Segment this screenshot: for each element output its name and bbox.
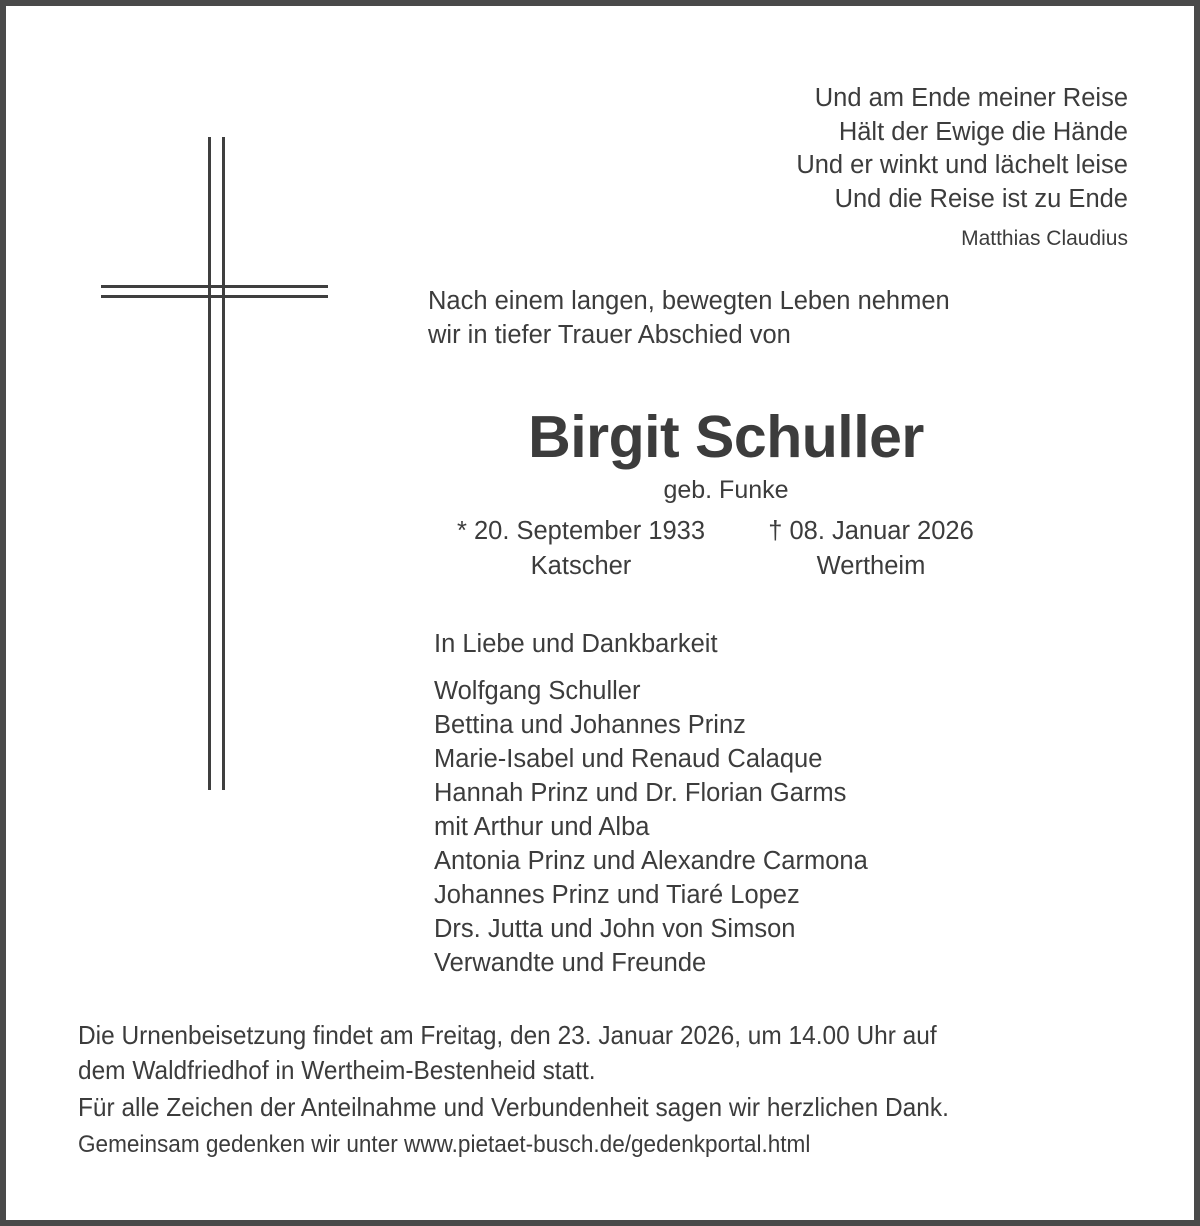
family-lead-text: In Liebe und Dankbarkeit: [434, 630, 718, 658]
poem-line-4: Und die Reise ist zu Ende: [834, 184, 1128, 213]
list-item: Drs. Jutta und John von Simson: [434, 915, 796, 943]
list-item: Antonia Prinz und Alexandre Carmona: [434, 847, 868, 875]
poem-block: [796, 82, 1128, 254]
poem-line-3: Und er winkt und lächelt leise: [796, 151, 1128, 179]
cross-horizontal-line-top: [101, 285, 328, 288]
funeral-details-line-1: Die Urnenbeisetzung findet am Freitag, den 23. Januar 2026, um 14.00 Uhr auf: [78, 1020, 937, 1050]
obituary-notice: [6, 6, 1194, 1220]
birth-column: [436, 514, 726, 584]
cross-icon: [6, 6, 426, 906]
list-item: Verwandte und Freunde: [434, 949, 707, 977]
cross-horizontal-line-bottom: [101, 295, 328, 298]
list-item: Bettina und Johannes Prinz: [434, 711, 746, 739]
funeral-details: [78, 1018, 1046, 1088]
thanks-text: Für alle Zeichen der Anteilnahme und Verbundenheit sagen wir herzlichen Dank.: [78, 1092, 949, 1122]
poem-line-1: Und am Ende meiner Reise: [814, 84, 1128, 112]
cross-vertical-line-left: [208, 137, 211, 790]
list-item: Marie-Isabel und Renaud Calaque: [434, 745, 823, 773]
deceased-maiden-name: geb. Funke: [663, 476, 789, 504]
footer-block: [78, 1018, 1046, 1162]
list-item: Johannes Prinz und Tiaré Lopez: [434, 881, 800, 909]
list-item: Hannah Prinz und Dr. Florian Garms: [434, 779, 847, 807]
intro-line-1: Nach einem langen, bewegten Leben nehmen: [428, 287, 950, 315]
deceased-name: Birgit Schuller: [528, 404, 924, 470]
list-item: mit Arthur und Alba: [434, 813, 650, 841]
family-block: [434, 627, 868, 980]
poem-line-2: Hält der Ewige die Hände: [838, 117, 1128, 146]
list-item: Wolfgang Schuller: [434, 677, 641, 705]
intro-text: [428, 284, 1068, 352]
birth-place: Katscher: [530, 552, 632, 580]
poem-attribution: Matthias Claudius: [961, 227, 1128, 250]
death-date: † 08. Januar 2026: [768, 517, 974, 545]
death-place: Wertheim: [816, 552, 926, 580]
life-dates: [366, 514, 1086, 584]
family-member-list: [434, 674, 868, 980]
funeral-details-line-2: dem Waldfriedhof in Wertheim-Bestenheid statt.: [78, 1055, 596, 1085]
memorial-portal-text: Gemeinsam gedenken wir unter www.pietaet-busch.de/gedenkportal.html: [78, 1131, 811, 1158]
death-column: [726, 514, 1016, 584]
cross-vertical-line-right: [222, 137, 225, 790]
intro-line-2: wir in tiefer Trauer Abschied von: [428, 321, 791, 349]
deceased-block: [366, 404, 1086, 584]
birth-date: * 20. September 1933: [456, 517, 706, 545]
